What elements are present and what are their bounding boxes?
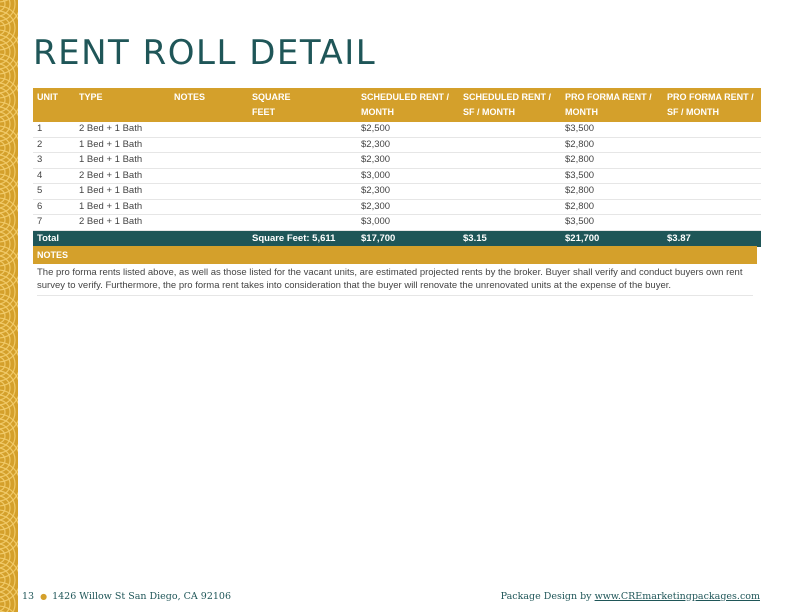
table-cell bbox=[248, 122, 357, 137]
page-title: RENT ROLL DETAIL bbox=[33, 33, 377, 73]
table-cell bbox=[248, 184, 357, 200]
table-cell: 1 bbox=[33, 122, 75, 137]
bullet-icon: ● bbox=[40, 592, 48, 601]
table-row bbox=[33, 168, 761, 184]
table-cell bbox=[663, 122, 761, 137]
table-cell: $2,300 bbox=[357, 199, 459, 215]
total-cell: $21,700 bbox=[561, 230, 663, 247]
total-cell: $3.15 bbox=[459, 230, 561, 247]
table-cell: 4 bbox=[33, 168, 75, 184]
table-cell: 2 Bed + 1 Bath bbox=[75, 122, 170, 137]
column-header: TYPE bbox=[75, 88, 170, 122]
table-cell bbox=[663, 137, 761, 153]
table-cell bbox=[459, 168, 561, 184]
table-cell: $3,500 bbox=[561, 122, 663, 137]
table-cell: $2,800 bbox=[561, 199, 663, 215]
table-cell bbox=[248, 199, 357, 215]
table-cell bbox=[248, 153, 357, 169]
table-cell bbox=[248, 168, 357, 184]
total-cell: $17,700 bbox=[357, 230, 459, 247]
table-header-row bbox=[33, 88, 761, 122]
footer-address-block bbox=[22, 591, 231, 602]
column-header: PRO FORMA RENT / MONTH bbox=[561, 88, 663, 122]
table-row bbox=[33, 122, 761, 137]
table-cell bbox=[170, 153, 248, 169]
total-cell: $3.87 bbox=[663, 230, 761, 247]
scallop-pattern-icon bbox=[0, 0, 18, 612]
rent-roll-table bbox=[33, 88, 761, 247]
credit-link[interactable]: www.CREmarketingpackages.com bbox=[594, 591, 760, 602]
table-cell: 1 Bed + 1 Bath bbox=[75, 137, 170, 153]
page-number: 13 bbox=[22, 591, 35, 602]
table-cell bbox=[170, 168, 248, 184]
table-cell bbox=[663, 168, 761, 184]
table-cell: $2,800 bbox=[561, 153, 663, 169]
table-cell bbox=[663, 215, 761, 231]
table-cell: $3,000 bbox=[357, 168, 459, 184]
table-cell bbox=[663, 153, 761, 169]
table-cell: 1 Bed + 1 Bath bbox=[75, 199, 170, 215]
table-cell: $2,500 bbox=[357, 122, 459, 137]
table-cell bbox=[248, 137, 357, 153]
column-header: PRO FORMA RENT / SF / MONTH bbox=[663, 88, 761, 122]
table-cell bbox=[248, 215, 357, 231]
table-cell: $2,300 bbox=[357, 184, 459, 200]
table-cell bbox=[170, 137, 248, 153]
table-cell: $3,500 bbox=[561, 215, 663, 231]
total-cell bbox=[75, 230, 170, 247]
table-cell: 2 bbox=[33, 137, 75, 153]
table-cell bbox=[663, 199, 761, 215]
column-header: SCHEDULED RENT / SF / MONTH bbox=[459, 88, 561, 122]
table-row bbox=[33, 137, 761, 153]
table-cell bbox=[459, 153, 561, 169]
table-cell bbox=[459, 137, 561, 153]
table-row bbox=[33, 215, 761, 231]
table-row bbox=[33, 184, 761, 200]
total-row bbox=[33, 230, 761, 247]
table-cell bbox=[170, 215, 248, 231]
total-cell: Square Feet: 5,611 bbox=[248, 230, 357, 247]
table-cell: $2,300 bbox=[357, 153, 459, 169]
table-cell bbox=[459, 122, 561, 137]
column-header: NOTES bbox=[170, 88, 248, 122]
table-cell: 1 Bed + 1 Bath bbox=[75, 184, 170, 200]
table-cell: $2,800 bbox=[561, 184, 663, 200]
property-address: 1426 Willow St San Diego, CA 92106 bbox=[52, 591, 232, 602]
notes-heading: NOTES bbox=[33, 246, 757, 264]
total-cell: Total bbox=[33, 230, 75, 247]
table-cell bbox=[459, 215, 561, 231]
column-header: UNIT bbox=[33, 88, 75, 122]
table-cell: $2,300 bbox=[357, 137, 459, 153]
table-cell bbox=[170, 184, 248, 200]
table-cell: $3,000 bbox=[357, 215, 459, 231]
footer-credit bbox=[501, 591, 760, 602]
total-cell bbox=[170, 230, 248, 247]
credit-prefix: Package Design by bbox=[500, 591, 595, 602]
table-cell: 7 bbox=[33, 215, 75, 231]
table-cell bbox=[459, 184, 561, 200]
table-cell: 2 Bed + 1 Bath bbox=[75, 215, 170, 231]
table-cell bbox=[170, 199, 248, 215]
table-cell bbox=[459, 199, 561, 215]
table-cell: $3,500 bbox=[561, 168, 663, 184]
table-cell: 5 bbox=[33, 184, 75, 200]
decorative-side-strip bbox=[0, 0, 18, 612]
table-row bbox=[33, 199, 761, 215]
table-cell: 3 bbox=[33, 153, 75, 169]
table-row bbox=[33, 153, 761, 169]
table-cell bbox=[663, 184, 761, 200]
table-cell: 2 Bed + 1 Bath bbox=[75, 168, 170, 184]
column-header: SQUARE FEET bbox=[248, 88, 357, 122]
column-header: SCHEDULED RENT / MONTH bbox=[357, 88, 459, 122]
notes-text: The pro forma rents listed above, as well as those listed for the vacant units, are estimated projected rents by the broker. Buyer shall verify and conduct buyers own rent survey to verify. Furthermore, the pro forma rent takes into consideration that the buyer will renovate the unrenovated units at the expense of the buyer. bbox=[37, 266, 753, 296]
table-cell: 6 bbox=[33, 199, 75, 215]
table-cell bbox=[170, 122, 248, 137]
table-cell: 1 Bed + 1 Bath bbox=[75, 153, 170, 169]
table-cell: $2,800 bbox=[561, 137, 663, 153]
